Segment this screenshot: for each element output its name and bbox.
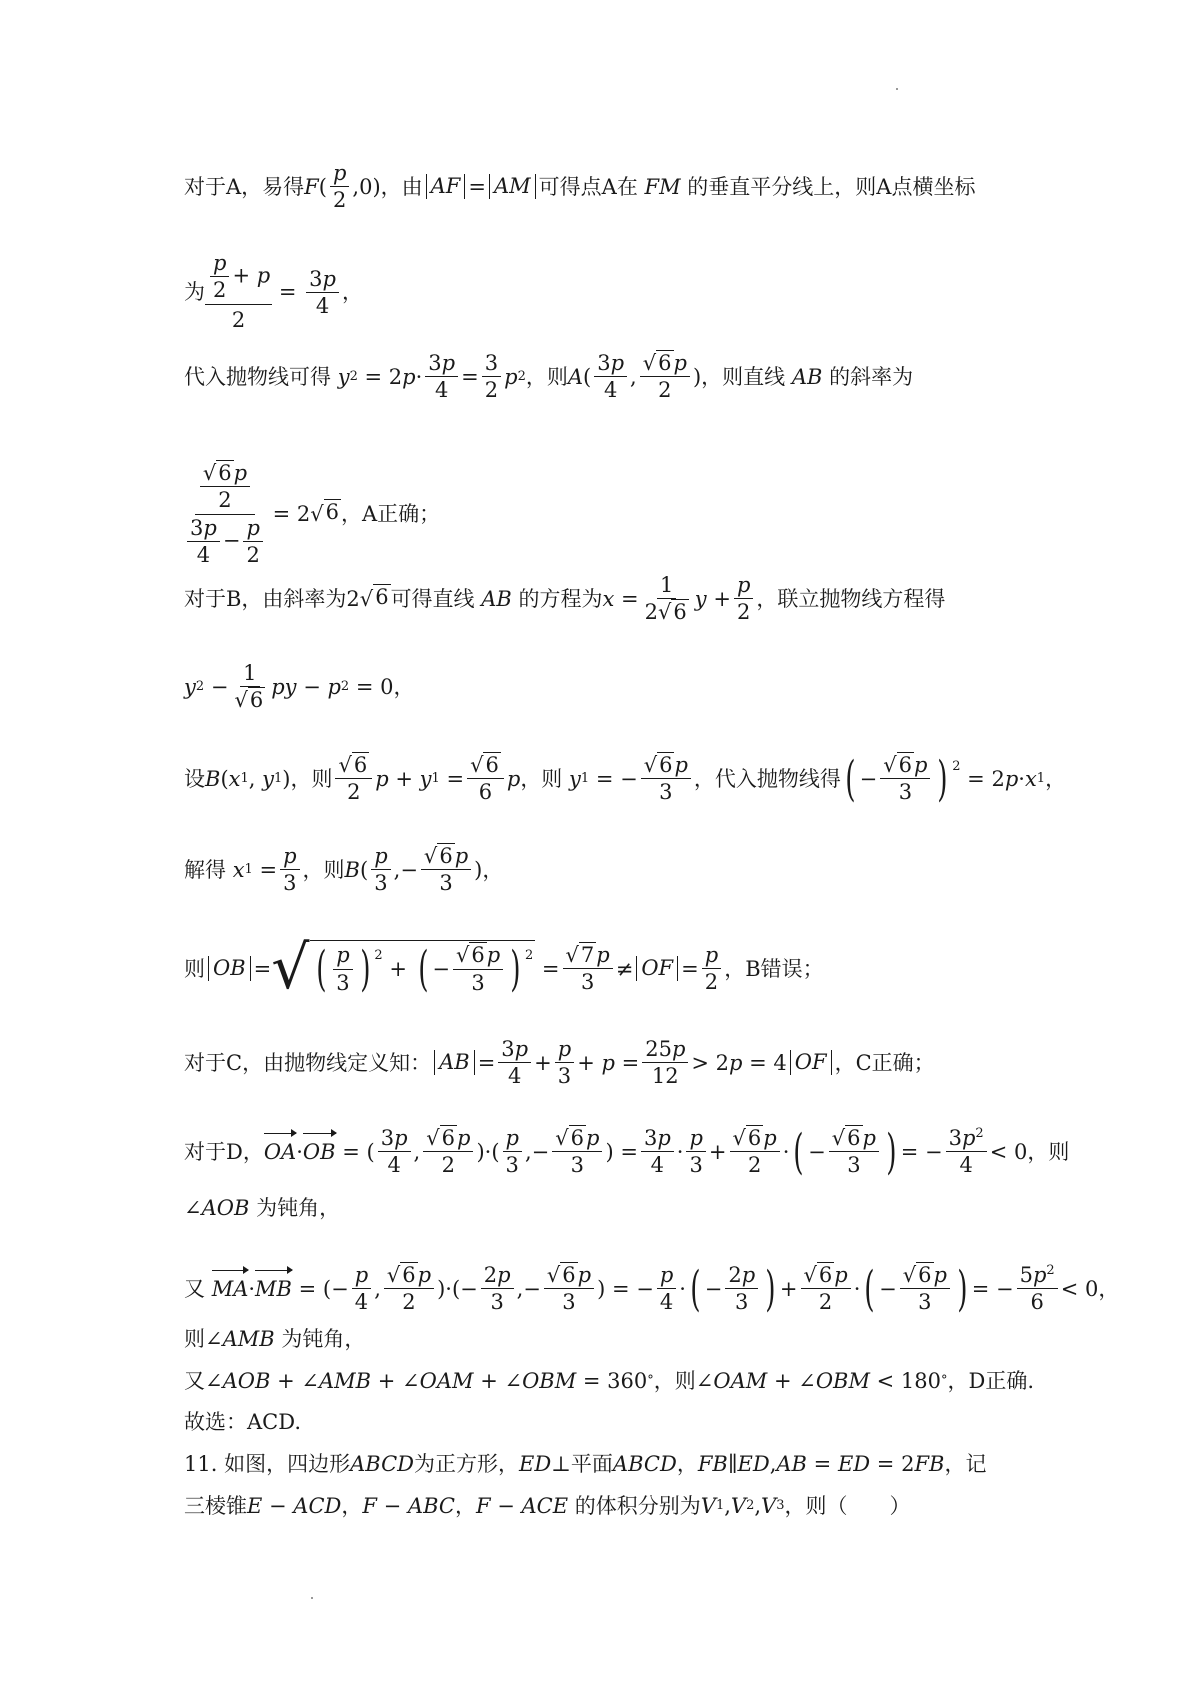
solution-line-d-1: 对于D， OA · OB = ( $\frac{3p}{4}$ , √ 6 p 2 )·( $\frac{p}{3}$ ,− √ 6 p 3 ) = $\frac{3p}{4}$ · $\frac{p}{3}$ + √ 6 p 2 · ( − √ 6 p 3 ) = − $\frac{3p^2}{4}$ < 0，则 xyxy=(184,1123,1070,1180)
question-11-line-2: 三棱锥 E − ACD ， F − ABC ， F − ACE 的体积分别为 V 1 , V 2 , V 3 ，则（ ） xyxy=(184,1494,911,1518)
solution-line-d-2: ∠ AOB 为钝角， xyxy=(184,1196,341,1220)
solution-line-b-2: y 2 − 1 √ 6 py − p 2 = 0， xyxy=(184,661,415,713)
solution-line-b-5: 则 OB = √ ( $\frac{p}{3}$ ) 2 + ( − √ 6 p 3 ) 2 = √ 7 p 3 ≠ OF = $\frac{p}{2}$ ，B错误； xyxy=(184,933,824,1003)
scan-speck xyxy=(311,1597,313,1599)
solution-line-b-3: 设 B ( x 1 , y 1 )，则 √ 6 2 p + y 1 = √ 6 6 p ，则 y 1 = − √ 6 p 3 ，代入抛物线得 ( − √ 6 p 3 ) 2 = 2 p · x 1 ， xyxy=(184,750,1067,807)
solution-line-a-1: 对于A，易得 F ( $\frac{p}{2}$ ,0)，由 AF = AM 可得点A在 FM 的垂直平分线上，则A点横坐标 xyxy=(184,161,976,213)
scan-speck xyxy=(896,88,898,90)
solution-line-c: 对于C，由抛物线定义知： AB = $\frac{3p}{4}$ + $\frac{p}{3}$ + p = $\frac{25p}{12}$ > 2 p = 4 OF ，C正确； xyxy=(184,1037,935,1089)
solution-line-b-1: 对于B，由斜率为2 √ 6 可得直线 AB 的方程为 x = 1 2√ 6 y + $\frac{p}{2}$ ，联立抛物线方程得 xyxy=(184,573,946,625)
solution-line-d-4: 则∠ AMB 为钝角， xyxy=(184,1327,366,1351)
solution-line-a-2: 为 $\frac{p}{2}$ + p 2 = $\frac{3p}{4}$ ， xyxy=(184,251,363,332)
answer-line: 故选：ACD. xyxy=(184,1410,301,1434)
solution-line-d-5: 又∠ AOB + ∠ AMB + ∠ OAM + ∠ OBM = 360 ° ，则∠ OAM + ∠ OBM < 180 ° ，D正确. xyxy=(184,1369,1035,1393)
solution-line-b-4: 解得 x 1 = $\frac{p}{3}$ ，则 B ( $\frac{p}{3}$ ,− √ 6 p 3 )， xyxy=(184,844,504,896)
solution-line-a-3: 代入抛物线可得 y 2 = 2 p · $\frac{3p}{4}$ = $\frac{3}{2}$ p 2 ，则 A ( $\frac{3p}{4}$ , √ 6 p 2 ) ，则直线 AB 的斜率为 xyxy=(184,351,914,403)
solution-line-a-4: √ 6 p 2 $\frac{3p}{4}$ − $\frac{p}{2}$ = 2 √ 6 ，A正确； xyxy=(184,460,1034,568)
solution-line-d-3: 又 MA · MB = (− $\frac{p}{4}$ , √ 6 p 2 )·(− $\frac{2p}{3}$ ,− √ 6 p 3 ) = − $\frac{p}{4}$ · ( − $\frac{2p}{3}$ ) + √ 6 p 2 · ( − √ 6 p 3 ) = − $\frac{5p^2}{6}$ < 0， xyxy=(184,1260,1120,1317)
question-11-line-1: 11. 如图，四边形 ABCD 为正方形， ED ⊥平面 ABCD ， FB ∥ ED , AB = ED = 2 FB ，记 xyxy=(184,1452,987,1476)
